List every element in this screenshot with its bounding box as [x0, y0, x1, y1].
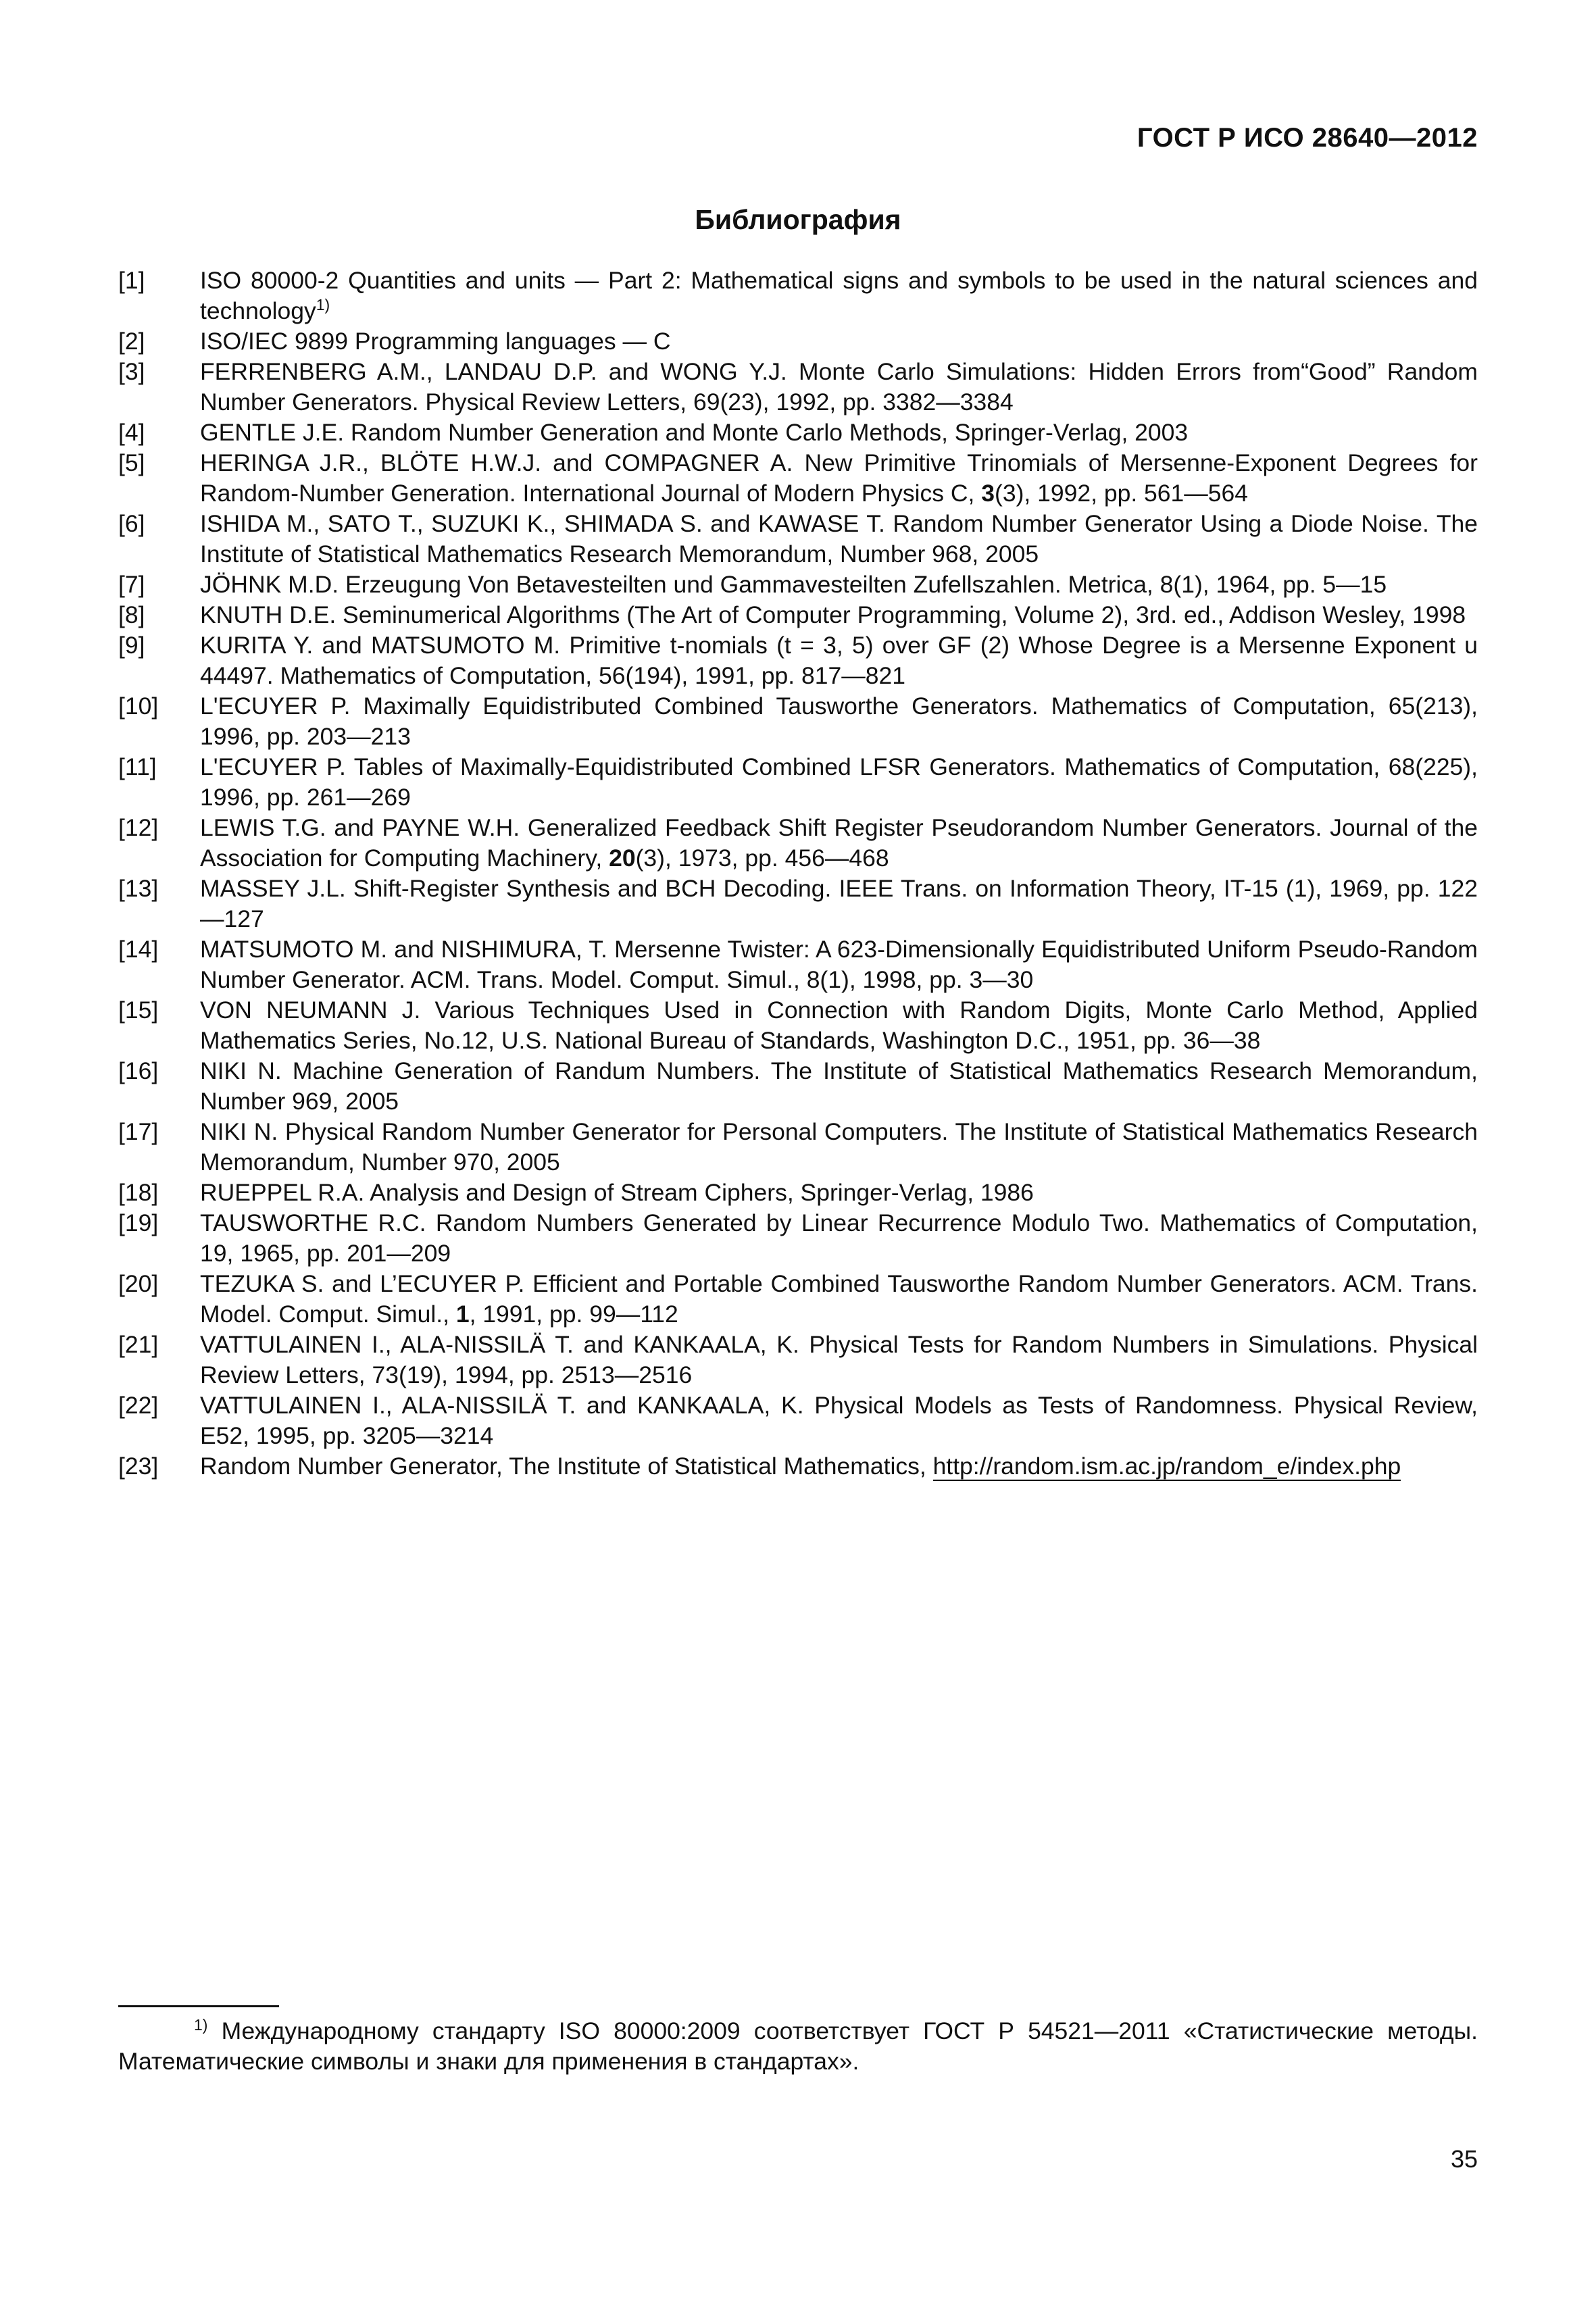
reference-number: [23] — [118, 1453, 159, 1480]
reference-number: [11] — [118, 753, 157, 780]
reference-text: L'ECUYER P. Maximally Equidistributed Combined Tausworthe Generators. Mathematics of Computation, 65(213), 1996, pp. 203—213 — [200, 693, 1478, 750]
reference-text: KURITA Y. and MATSUMOTO M. Primitive t-nomials (t = 3, 5) over GF (2) Whose Degree is a Mersenne Exponent u 44497. Mathematics of Computation, 56(194), 1991, pp. 817—821 — [200, 632, 1478, 689]
reference-text: ISHIDA M., SATO T., SUZUKI K., SHIMADA S. and KAWASE T. Random Number Generator Using a Diode Noise. The Institute of Statistical Mathematics Research Memorandum, Number 968, 2005 — [200, 510, 1478, 568]
reference-item — [118, 326, 1478, 357]
reference-item — [118, 874, 1478, 934]
reference-number: [3] — [118, 358, 145, 385]
reference-item — [118, 995, 1478, 1056]
reference-item — [118, 448, 1478, 509]
reference-text: L'ECUYER P. Tables of Maximally-Equidistributed Combined LFSR Generators. Mathematics of Computation, 68(225), 1996, pp. 261—269 — [200, 753, 1478, 811]
reference-item — [118, 570, 1478, 600]
reference-text: TAUSWORTHE R.C. Random Numbers Generated by Linear Recurrence Modulo Two. Mathematics of Computation, 19, 1965, pp. 201—209 — [200, 1209, 1478, 1267]
reference-item — [118, 1056, 1478, 1117]
reference-item — [118, 418, 1478, 448]
section-title: Библиография — [695, 204, 901, 235]
reference-item — [118, 691, 1478, 752]
reference-text: TEZUKA S. and L’ECUYER P. Efficient and Portable Combined Tausworthe Random Number Generators. ACM. Trans. Model. Comput. Simul., 1, 1991, pp. 99—112 — [200, 1270, 1478, 1328]
reference-item — [118, 1451, 1478, 1482]
reference-text: HERINGA J.R., BLÖTE H.W.J. and COMPAGNER A. New Primitive Trinomials of Mersenne-Exponent Degrees for Random-Number Generation. International Journal of Modern Physics C, 3(3), 1992, pp. 561—564 — [200, 449, 1478, 507]
reference-number: [10] — [118, 693, 159, 720]
reference-text: Random Number Generator, The Institute of Statistical Mathematics, http://random.ism.ac.jp/random_e/index.php — [200, 1453, 1401, 1480]
reference-text: VATTULAINEN I., ALA-NISSILÄ T. and KANKAALA, K. Physical Tests for Random Numbers in Simulations. Physical Review Letters, 73(19), 1994, pp. 2513—2516 — [200, 1331, 1478, 1388]
reference-item — [118, 934, 1478, 995]
reference-url-link[interactable]: http://random.ism.ac.jp/random_e/index.php — [932, 1453, 1401, 1480]
reference-number: [2] — [118, 328, 145, 355]
footnote-text: Международному стандарту ISO 80000:2009 соответствует ГОСТ Р 54521—2011 «Статистические методы. Математические символы и знаки для применения в стандартах». — [118, 2017, 1478, 2075]
reference-number: [1] — [118, 267, 145, 294]
volume-number: 20 — [609, 845, 636, 872]
reference-number: [5] — [118, 449, 145, 476]
reference-number: [8] — [118, 601, 145, 628]
footnote-marker: 1) — [194, 2016, 208, 2034]
page-number: 35 — [1450, 2145, 1478, 2173]
reference-item — [118, 266, 1478, 326]
reference-number: [4] — [118, 419, 145, 446]
reference-text: NIKI N. Physical Random Number Generator for Personal Computers. The Institute of Statistical Mathematics Research Memorandum, Number 970, 2005 — [200, 1118, 1478, 1176]
reference-text: KNUTH D.E. Seminumerical Algorithms (The Art of Computer Programming, Volume 2), 3rd. ed., Addison Wesley, 1998 — [200, 601, 1466, 628]
reference-item — [118, 1330, 1478, 1390]
reference-number: [20] — [118, 1270, 159, 1297]
footnote — [118, 2016, 1478, 2077]
reference-item — [118, 752, 1478, 813]
reference-text: FERRENBERG A.M., LANDAU D.P. and WONG Y.J. Monte Carlo Simulations: Hidden Errors from“Good” Random Number Generators. Physical Review Letters, 69(23), 1992, pp. 3382—3384 — [200, 358, 1478, 416]
bibliography-list — [118, 266, 1478, 1482]
reference-item — [118, 1178, 1478, 1208]
reference-item — [118, 1269, 1478, 1330]
reference-number: [13] — [118, 875, 159, 902]
reference-item — [118, 357, 1478, 418]
reference-number: [19] — [118, 1209, 159, 1236]
document-header: ГОСТ Р ИСО 28640—2012 — [1137, 123, 1478, 153]
reference-text: ISO 80000-2 Quantities and units — Part 2: Mathematical signs and symbols to be used in the natural sciences and technology$^{1)}$ — [200, 267, 1478, 324]
footnote-divider — [118, 2005, 279, 2007]
reference-item — [118, 813, 1478, 874]
reference-number: [15] — [118, 997, 159, 1024]
reference-text: MASSEY J.L. Shift-Register Synthesis and BCH Decoding. IEEE Trans. on Information Theory, IT-15 (1), 1969, pp. 122—127 — [200, 875, 1478, 932]
volume-number: 1 — [455, 1301, 470, 1328]
reference-text: VON NEUMANN J. Various Techniques Used in Connection with Random Digits, Monte Carlo Method, Applied Mathematics Series, No.12, U.S. National Bureau of Standards, Washington D.C., 1951, pp. 36—38 — [200, 997, 1478, 1054]
reference-text: VATTULAINEN I., ALA-NISSILÄ T. and KANKAALA, K. Physical Models as Tests of Randomness. Physical Review, E52, 1995, pp. 3205—3214 — [200, 1392, 1478, 1449]
reference-number: [12] — [118, 814, 159, 841]
reference-number: [6] — [118, 510, 145, 537]
reference-item — [118, 600, 1478, 630]
reference-number: [18] — [118, 1179, 159, 1206]
reference-text: GENTLE J.E. Random Number Generation and Monte Carlo Methods, Springer-Verlag, 2003 — [200, 419, 1189, 446]
reference-number: [14] — [118, 936, 159, 963]
reference-item — [118, 509, 1478, 570]
reference-number: [17] — [118, 1118, 159, 1145]
reference-number: [21] — [118, 1331, 159, 1358]
reference-number: [22] — [118, 1392, 159, 1419]
reference-number: [9] — [118, 632, 145, 659]
reference-item — [118, 630, 1478, 691]
reference-text: NIKI N. Machine Generation of Randum Numbers. The Institute of Statistical Mathematics Research Memorandum, Number 969, 2005 — [200, 1057, 1478, 1115]
footnote-marker: 1) — [316, 296, 330, 314]
reference-text: LEWIS T.G. and PAYNE W.H. Generalized Feedback Shift Register Pseudorandom Number Generators. Journal of the Association for Computing Machinery, 20(3), 1973, pp. 456—468 — [200, 814, 1478, 872]
reference-number: [7] — [118, 571, 145, 598]
reference-item — [118, 1390, 1478, 1451]
volume-number: 3 — [981, 480, 995, 507]
reference-text: ISO/IEC 9899 Programming languages — C — [200, 328, 671, 355]
reference-text: RUEPPEL R.A. Analysis and Design of Stream Ciphers, Springer-Verlag, 1986 — [200, 1179, 1034, 1206]
reference-text: JÖHNK M.D. Erzeugung Von Betavesteilten und Gammavesteilten Zufellszahlen. Metrica, 8(1), 1964, pp. 5—15 — [200, 571, 1387, 598]
reference-number: [16] — [118, 1057, 159, 1084]
reference-item — [118, 1117, 1478, 1178]
reference-text: MATSUMOTO M. and NISHIMURA, T. Mersenne Twister: A 623-Dimensionally Equidistributed Uniform Pseudo-Random Number Generator. ACM. Trans. Model. Comput. Simul., 8(1), 1998, pp. 3—30 — [200, 936, 1478, 993]
reference-item — [118, 1208, 1478, 1269]
